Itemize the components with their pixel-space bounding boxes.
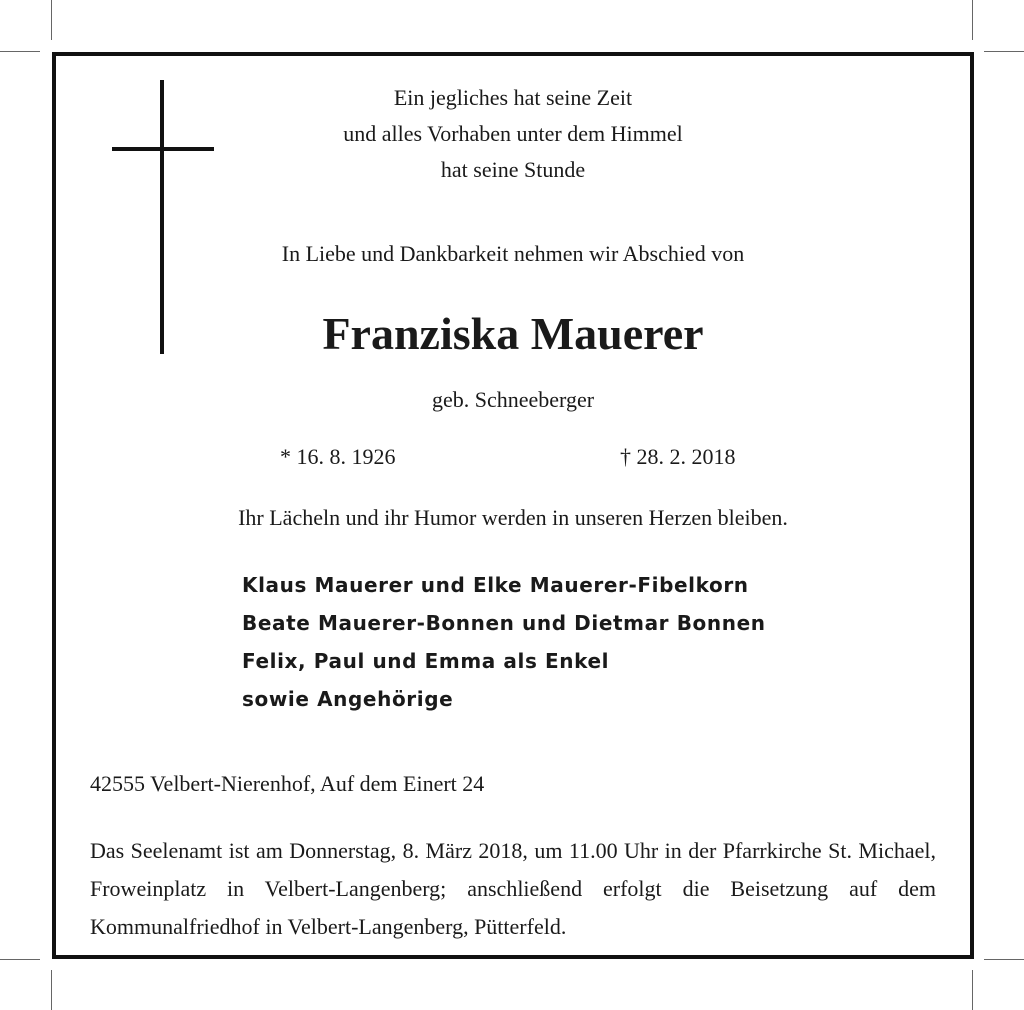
birth-date: * 16. 8. 1926 bbox=[280, 444, 396, 469]
death-date: † 28. 2. 2018 bbox=[620, 444, 736, 469]
crop-mark-icon bbox=[972, 970, 973, 1010]
deceased-name: Franziska Mauerer bbox=[322, 308, 704, 359]
crop-mark-icon bbox=[0, 959, 40, 960]
memorial-motto: Ihr Lächeln und ihr Humor werden in unseren Herzen bleiben. bbox=[238, 505, 788, 530]
farewell-intro: In Liebe und Dankbarkeit nehmen wir Abschied von bbox=[281, 241, 745, 266]
crop-mark-icon bbox=[984, 959, 1024, 960]
verse-line: und alles Vorhaben unter dem Himmel bbox=[343, 121, 683, 146]
crop-mark-icon bbox=[0, 51, 40, 52]
verse bbox=[56, 80, 970, 188]
mourner-line: Felix, Paul und Emma als Enkel bbox=[242, 649, 610, 673]
mourner-line: Beate Mauerer-Bonnen und Dietmar Bonnen bbox=[242, 611, 766, 635]
crop-mark-icon bbox=[51, 970, 52, 1010]
mourner-line: sowie Angehörige bbox=[242, 687, 454, 711]
verse-line: hat seine Stunde bbox=[440, 157, 586, 182]
mourner-address: 42555 Velbert-Nierenhof, Auf dem Einert 24 bbox=[90, 771, 485, 796]
maiden-name: geb. Schneeberger bbox=[431, 387, 595, 412]
mourner-line: Klaus Mauerer und Elke Mauerer-Fibelkorn bbox=[242, 573, 749, 597]
crop-mark-icon bbox=[984, 51, 1024, 52]
crop-mark-icon bbox=[972, 0, 973, 40]
crop-mark-icon bbox=[51, 0, 52, 40]
funeral-service-info: Das Seelenamt ist am Donnerstag, 8. März 2018, um 11.00 Uhr in der Pfarrkirche St. Michael, Froweinplatz in Velbert-Langenberg; anschließend erfolgt die Beisetzung auf dem Kommunalfriedhof in Velbert-Langenberg, Pütterfeld. bbox=[90, 838, 936, 939]
mourners-list bbox=[242, 566, 766, 718]
obituary-notice bbox=[52, 52, 974, 959]
verse-line: Ein jegliches hat seine Zeit bbox=[393, 85, 633, 110]
